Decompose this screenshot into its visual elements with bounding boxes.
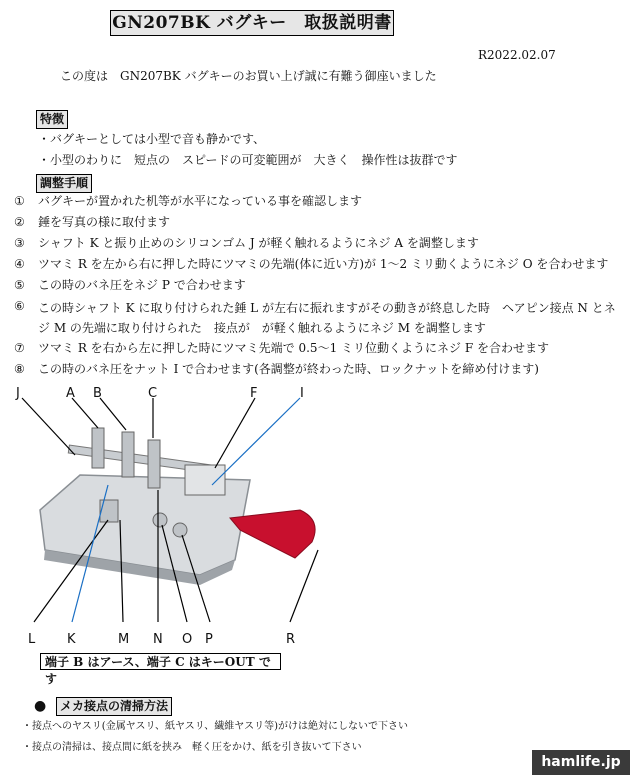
paddle-r (230, 510, 315, 558)
label-p: P (205, 632, 213, 647)
terminal-note: 端子 B はアース、端子 C はキーOUT です (40, 653, 281, 670)
leader-j (22, 398, 75, 455)
leader-f (215, 398, 255, 468)
features-heading: 特徴 (36, 110, 68, 129)
watermark-logo: hamlife.jp (532, 750, 630, 775)
post-c (148, 440, 160, 488)
adjust-step: ③ シャフト K と振り止めのシリコンゴム J が軽く触れるようにネジ A を調整します (14, 236, 479, 250)
label-o: O (182, 632, 193, 647)
label-a: A (66, 386, 75, 401)
bullet-icon: ● (34, 698, 47, 714)
document-date: R2022.02.07 (478, 48, 556, 62)
leader-a (72, 398, 98, 428)
label-i: I (300, 386, 304, 401)
adjust-step: ② 錘を写真の様に取付ます (14, 215, 171, 229)
label-m: M (118, 632, 130, 647)
feature-item: ・小型のわりに 短点の スピードの可変範囲が 大きく 操作性は抜群です (38, 153, 458, 167)
label-b: B (93, 386, 102, 401)
adjust-step: ⑧ この時のバネ圧をナット I で合わせます(各調整が終わった時、ロックナットを締め付けます) (14, 362, 539, 376)
screw-n (153, 513, 167, 527)
label-l: L (28, 632, 36, 647)
frame-f (185, 465, 225, 495)
intro-text: この度は GN207BK バグキーのお買い上げ誠に有難う御座いました (60, 69, 437, 83)
feature-item: ・バグキーとしては小型で音も静かです、 (38, 132, 266, 146)
leader-i (212, 398, 300, 485)
adjust-step: ⑥ この時シャフト K に取り付けられた錘 L が左右に振れますがその動きが終息した時 ヘアピン接点 N とネジ M の先端に取り付けられた 接点が が軽く触れるようにネジ M を調整します (14, 299, 616, 335)
leader-r (290, 550, 318, 622)
label-r: R (286, 632, 296, 647)
bug-key-diagram (0, 380, 630, 650)
leader-b (100, 398, 126, 430)
post-b (122, 432, 134, 477)
label-n: N (153, 632, 163, 647)
adjust-step: ④ ツマミ R を左から右に押した時にツマミの先端(体に近い方)が 1～2 ミリ動くようにネジ O を合わせます (14, 257, 609, 271)
post-a (92, 428, 104, 468)
document-title: GN207BK バグキー 取扱説明書 (110, 10, 394, 36)
adjust-step: ⑦ ツマミ R を右から左に押した時にツマミ先端で 0.5～1 ミリ位動くようにネジ F を合わせます (14, 341, 549, 355)
label-c: C (148, 386, 158, 401)
cleaning-heading: メカ接点の清掃方法 (56, 697, 172, 716)
screw-o (173, 523, 187, 537)
label-f: F (250, 386, 258, 401)
adjust-heading: 調整手順 (36, 174, 92, 193)
cleaning-item: ・接点へのヤスリ(金属ヤスリ、紙ヤスリ、繊維ヤスリ等)がけは絶対にしないで下さい (22, 721, 409, 732)
label-j: J (16, 386, 20, 401)
adjust-step: ① バグキーが置かれた机等が水平になっている事を確認します (14, 194, 363, 208)
adjust-step: ⑤ この時のバネ圧をネジ P で合わせます (14, 278, 246, 292)
cleaning-item: ・接点の清掃は、接点間に紙を挟み 軽く圧をかけ、紙を引き抜いて下さい (22, 742, 362, 753)
label-k: K (67, 632, 76, 647)
